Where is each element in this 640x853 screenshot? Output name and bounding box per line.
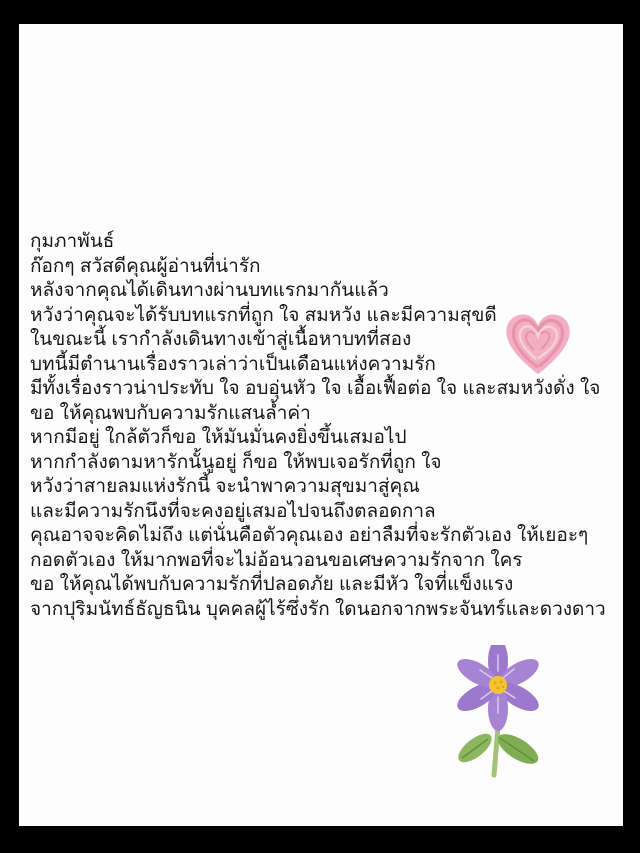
letter-line: ในขณะนี้ เรากำลังเดินทางเข้าสู่เนื้อหาบทที่สอง bbox=[30, 329, 412, 350]
letter-line: หวังว่าสายลมแห่งรักนี้ จะนำพาความสุขมาสู่คุณ bbox=[30, 476, 420, 497]
letter-line: และมีความรักนึงที่จะคงอยู่เสมอไปจนถึงตลอดกาล bbox=[30, 500, 436, 522]
letter-line: ขอ ให้คุณพบกับความรักแสนล้ำค่า bbox=[30, 402, 311, 424]
letter-line: ก๊อกๆ สวัสดีคุณผู้อ่านที่น่ารัก bbox=[30, 255, 261, 277]
letter-text-block bbox=[30, 230, 610, 622]
letter-line: หากกำลังตามหารักนั้นูอยู่ ก็ขอ ให้พบเจอรักที่ถูก ใจ bbox=[30, 451, 442, 473]
letter-month-title: กุมภาพันธ์ bbox=[30, 231, 115, 252]
letter-line: คุณอาจจะคิดไม่ถึง แต่นั่นคือตัวคุณเอง อย่าลืมที่จะรักตัวเอง ให้เยอะๆ bbox=[30, 525, 589, 546]
letter-line: มีทั้งเรื่องราวน่าประทับ ใจ อบอุ่นหัว ใจ เอื้อเฟื้อต่อ ใจ และสมหวังดั่ง ใจ bbox=[30, 378, 601, 399]
letter-line: ขอ ให้คุณได้พบกับความรักที่ปลอดภัย และมีหัว ใจที่แข็งแรง bbox=[30, 574, 514, 595]
letter-line: กอดตัวเอง ให้มากพอที่จะไม่อ้อนวอนขอเศษความรักจาก ใคร bbox=[30, 549, 523, 571]
letter-paper bbox=[19, 24, 623, 826]
purple-flower-icon bbox=[448, 645, 548, 780]
letter-signature-line: จากปุริมนัทธ์ธัญธนิน บุคคลผู้ไร้ซึ่งรัก ใดนอกจากพระจันทร์และดวงดาว bbox=[30, 598, 606, 620]
letter-line: หลังจากคุณได้เดินทางผ่านบทแรกมากันแล้ว bbox=[30, 280, 389, 301]
pink-heart-icon bbox=[499, 304, 577, 382]
letter-line: หวังว่าคุณจะได้รับบทแรกที่ถูก ใจ สมหวัง และมีความสุขดี bbox=[30, 304, 497, 326]
letter-line: หากมีอยู่ ใกล้ตัวก็ขอ ให้มันมั่นคงยิ่งขึ้นเสมอไป bbox=[30, 427, 407, 448]
letter-line: บทนี้มีตำนานเรื่องราวเล่าว่าเป็นเดือนแห่งความรัก bbox=[30, 353, 436, 375]
